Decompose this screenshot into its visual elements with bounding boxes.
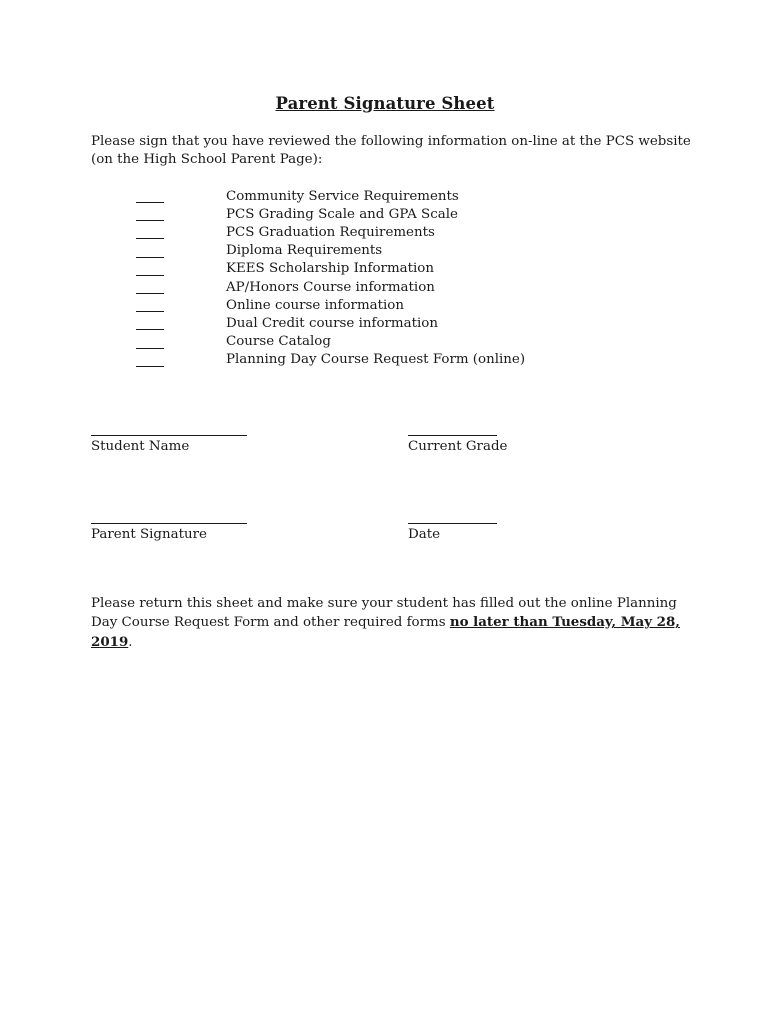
student-name-label: Student Name: [91, 439, 190, 454]
checkmark-blank[interactable]: [136, 335, 164, 349]
checklist-item-label: KEES Scholarship Information: [226, 261, 434, 277]
checklist-item: [136, 187, 656, 205]
checklist-item-label: Course Catalog: [226, 334, 331, 350]
closing-text: Please return this sheet and make sure your student has filled out the online Planning Day Course Request Form and other required forms: [91, 596, 677, 631]
checklist-item-label: Dual Credit course information: [226, 315, 438, 331]
checkmark-blank[interactable]: [136, 262, 164, 276]
checkmark-blank[interactable]: [136, 225, 164, 239]
checklist-item: [136, 296, 656, 314]
checklist-item-label: Planning Day Course Request Form (online): [226, 352, 526, 368]
checklist-item: [136, 223, 656, 241]
parent-signature-line[interactable]: [91, 523, 247, 524]
closing-paragraph: [91, 595, 691, 652]
current-grade-line[interactable]: [408, 435, 497, 436]
parent-signature-label: Parent Signature: [91, 527, 207, 542]
checkmark-blank[interactable]: [136, 353, 164, 367]
deadline-text: no later than Tuesday, May 28, 2019: [91, 614, 680, 650]
intro-paragraph: Please sign that you have reviewed the following information on-line at the PCS website (on the High School Parent Page):: [91, 134, 691, 168]
checklist-item: [136, 242, 656, 260]
checklist-item: [136, 351, 656, 369]
checklist-item-label: PCS Grading Scale and GPA Scale: [226, 206, 458, 222]
checklist-item-label: Community Service Requirements: [226, 188, 459, 204]
checklist-item-label: AP/Honors Course information: [226, 279, 435, 295]
checklist-item: [136, 260, 656, 278]
checkmark-blank[interactable]: [136, 207, 164, 221]
date-line[interactable]: [408, 523, 497, 524]
checklist-item: [136, 278, 656, 296]
checkmark-blank[interactable]: [136, 189, 164, 203]
checkmark-blank[interactable]: [136, 280, 164, 294]
checklist-item: [136, 314, 656, 332]
student-name-line[interactable]: [91, 435, 247, 436]
closing-period: .: [128, 634, 133, 650]
checkmark-blank[interactable]: [136, 298, 164, 312]
checkmark-blank[interactable]: [136, 316, 164, 330]
checklist-item-label: Diploma Requirements: [226, 243, 383, 259]
page-title: Parent Signature Sheet: [275, 94, 495, 113]
current-grade-label: Current Grade: [408, 439, 508, 454]
date-label: Date: [408, 527, 441, 542]
checklist-item: [136, 333, 656, 351]
review-checklist: [136, 187, 656, 369]
checklist-item-label: PCS Graduation Requirements: [226, 224, 435, 240]
checklist-item-label: Online course information: [226, 297, 404, 313]
checklist-item: [136, 205, 656, 223]
checkmark-blank[interactable]: [136, 244, 164, 258]
